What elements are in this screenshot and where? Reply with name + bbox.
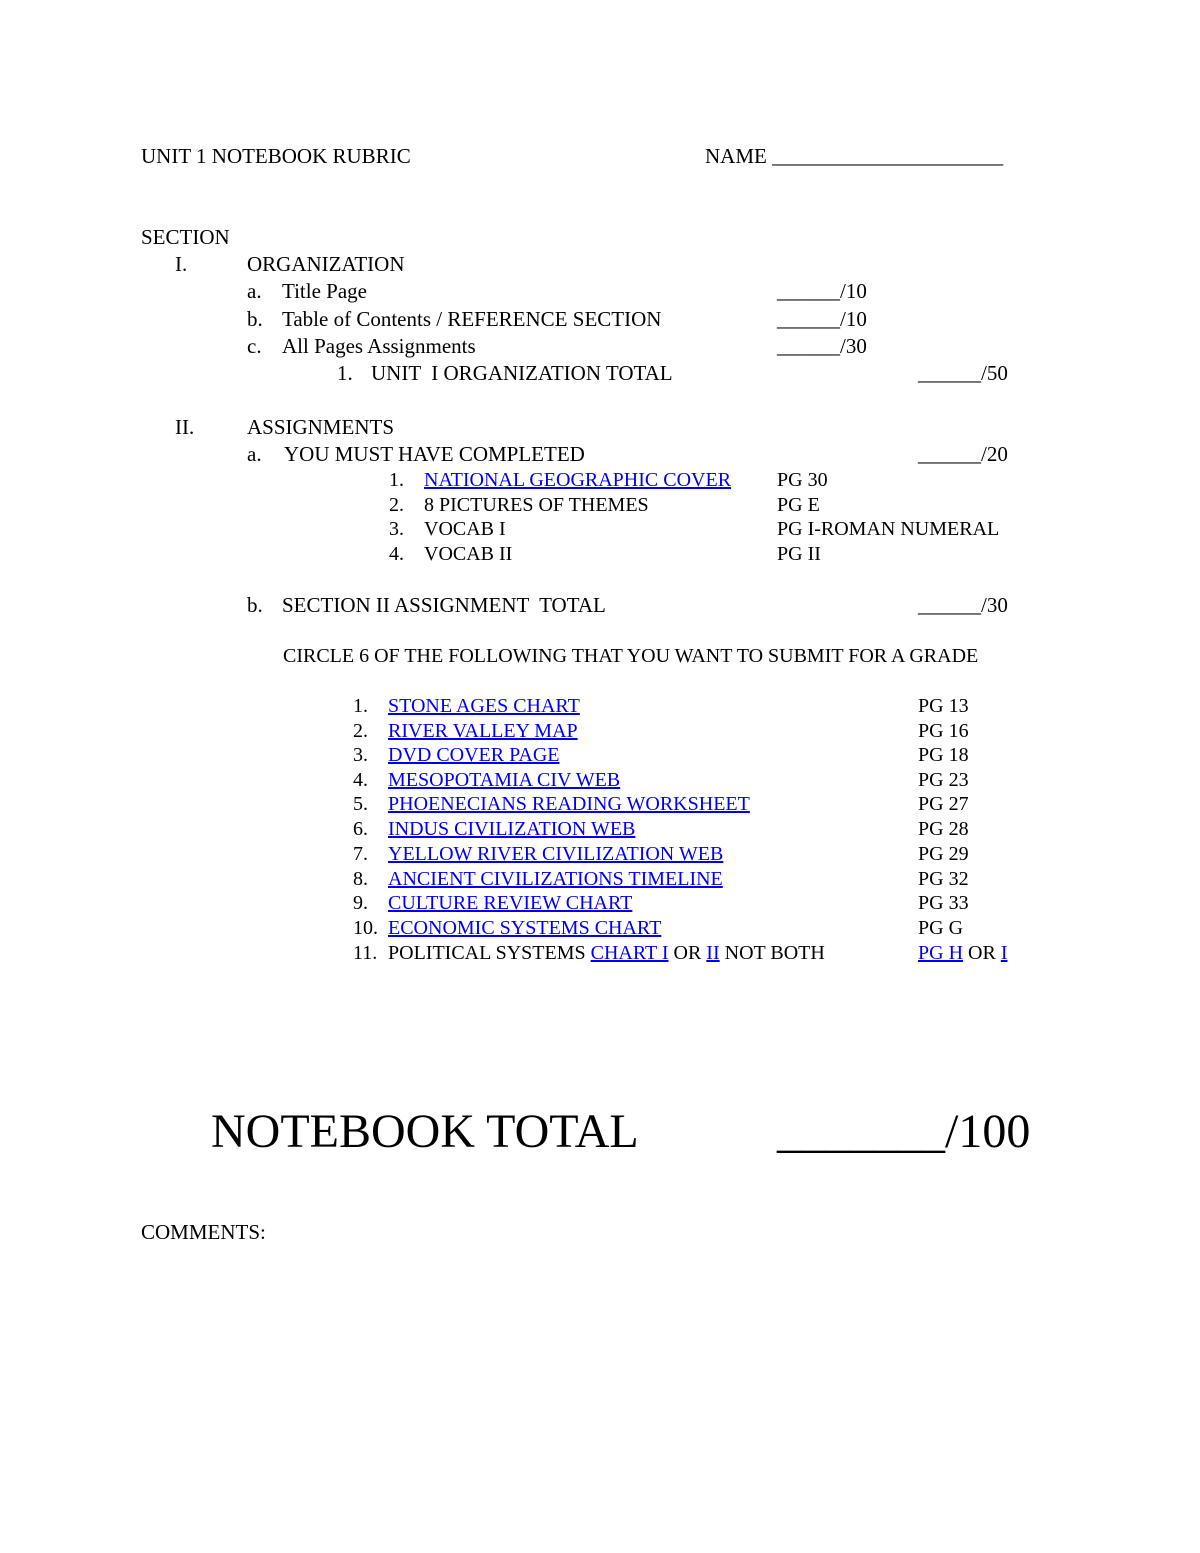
optional-item-num: 8. bbox=[353, 868, 368, 890]
optional-item-page: PG 16 bbox=[918, 720, 969, 742]
optional-item-link[interactable]: DVD COVER PAGE bbox=[388, 744, 560, 766]
political-systems-line bbox=[388, 943, 825, 963]
optional-item-link[interactable]: MESOPOTAMIA CIV WEB bbox=[388, 769, 621, 791]
required-label: YOU MUST HAVE COMPLETED bbox=[284, 442, 585, 466]
org-item-letter: c. bbox=[247, 334, 262, 358]
optional-item-link[interactable]: ANCIENT CIVILIZATIONS TIMELINE bbox=[388, 868, 723, 890]
optional-item-num: 10. bbox=[353, 917, 378, 939]
org-item-score: ______/10 bbox=[777, 307, 867, 331]
assignments-heading: ASSIGNMENTS bbox=[247, 415, 395, 439]
org-item-letter: b. bbox=[247, 307, 263, 331]
political-systems-prefix: POLITICAL SYSTEMS bbox=[388, 942, 591, 964]
optional-item-page: PG 33 bbox=[918, 892, 969, 914]
section-label: SECTION bbox=[141, 225, 230, 249]
org-item-letter: a. bbox=[247, 279, 262, 303]
assignments-total-score: ______/30 bbox=[918, 593, 1008, 617]
optional-item-num: 6. bbox=[353, 818, 368, 840]
org-total-num: 1. bbox=[337, 361, 353, 385]
optional-item-link[interactable]: PHOENECIANS READING WORKSHEET bbox=[388, 793, 750, 815]
optional-item-num: 11. bbox=[353, 942, 378, 964]
political-systems-pages bbox=[918, 943, 1007, 963]
required-item-label: 8 PICTURES OF THEMES bbox=[424, 494, 649, 516]
optional-item-link[interactable]: INDUS CIVILIZATION WEB bbox=[388, 818, 636, 840]
organization-heading: ORGANIZATION bbox=[247, 252, 405, 276]
optional-item-link[interactable]: ECONOMIC SYSTEMS CHART bbox=[388, 917, 662, 939]
org-total-label: UNIT I ORGANIZATION TOTAL bbox=[371, 361, 673, 385]
org-item-label: All Pages Assignments bbox=[282, 334, 476, 358]
notebook-total-label: NOTEBOOK TOTAL bbox=[211, 1105, 639, 1158]
comments-label: COMMENTS: bbox=[141, 1220, 266, 1244]
org-item-label: Title Page bbox=[282, 279, 367, 303]
required-item-page: PG E bbox=[777, 494, 820, 516]
required-item-label: VOCAB II bbox=[424, 543, 513, 565]
required-letter: a. bbox=[247, 442, 262, 466]
optional-item-page: PG 32 bbox=[918, 868, 969, 890]
optional-item-page: PG 13 bbox=[918, 695, 969, 717]
optional-item-link[interactable]: CULTURE REVIEW CHART bbox=[388, 892, 633, 914]
political-systems-or: OR bbox=[668, 942, 707, 964]
optional-item-link[interactable]: YELLOW RIVER CIVILIZATION WEB bbox=[388, 843, 724, 865]
optional-item-page: PG 23 bbox=[918, 769, 969, 791]
optional-item-page: PG 27 bbox=[918, 793, 969, 815]
required-item-num: 2. bbox=[389, 494, 404, 516]
notebook-total-score: _______/100 bbox=[777, 1105, 1031, 1158]
required-item-num: 3. bbox=[389, 518, 404, 540]
instruction-text: CIRCLE 6 OF THE FOLLOWING THAT YOU WANT TO SUBMIT FOR A GRADE bbox=[283, 645, 979, 667]
optional-item-num: 4. bbox=[353, 769, 368, 791]
optional-item-link[interactable]: RIVER VALLEY MAP bbox=[388, 720, 578, 742]
pg-h-link[interactable]: PG H bbox=[918, 942, 964, 964]
org-item-label: Table of Contents / REFERENCE SECTION bbox=[282, 307, 662, 331]
chart-i-link[interactable]: CHART I bbox=[590, 942, 669, 964]
assignments-total-label: SECTION II ASSIGNMENT TOTAL bbox=[282, 593, 606, 617]
rubric-title: UNIT 1 NOTEBOOK RUBRIC bbox=[141, 144, 411, 168]
org-total-score: ______/50 bbox=[918, 361, 1008, 385]
optional-item-page: PG 28 bbox=[918, 818, 969, 840]
required-item-page: PG II bbox=[777, 543, 821, 565]
optional-item-page: PG 29 bbox=[918, 843, 969, 865]
organization-numeral: I. bbox=[175, 252, 188, 276]
optional-item-num: 1. bbox=[353, 695, 368, 717]
assignments-numeral: II. bbox=[175, 415, 195, 439]
pg-i-link[interactable]: I bbox=[1000, 942, 1008, 964]
required-item-link[interactable]: NATIONAL GEOGRAPHIC COVER bbox=[424, 469, 732, 491]
political-systems-suffix: NOT BOTH bbox=[719, 942, 825, 964]
required-score: ______/20 bbox=[918, 442, 1008, 466]
required-item-label: VOCAB I bbox=[424, 518, 506, 540]
optional-item-link[interactable]: STONE AGES CHART bbox=[388, 695, 580, 717]
optional-item-num: 2. bbox=[353, 720, 368, 742]
org-item-score: ______/30 bbox=[777, 334, 867, 358]
required-item-page: PG 30 bbox=[777, 469, 828, 491]
assignments-total-letter: b. bbox=[247, 593, 263, 617]
optional-item-num: 3. bbox=[353, 744, 368, 766]
required-item-num: 4. bbox=[389, 543, 404, 565]
name-field: NAME ______________________ bbox=[705, 144, 1004, 168]
optional-item-num: 7. bbox=[353, 843, 368, 865]
chart-ii-link[interactable]: II bbox=[706, 942, 720, 964]
optional-item-page: PG G bbox=[918, 917, 964, 939]
org-item-score: ______/10 bbox=[777, 279, 867, 303]
optional-item-num: 5. bbox=[353, 793, 368, 815]
optional-item-page: PG 18 bbox=[918, 744, 969, 766]
optional-item-num: 9. bbox=[353, 892, 368, 914]
required-item-page: PG I-ROMAN NUMERAL bbox=[777, 518, 1000, 540]
required-item-num: 1. bbox=[389, 469, 404, 491]
pages-or: OR bbox=[963, 942, 1001, 964]
